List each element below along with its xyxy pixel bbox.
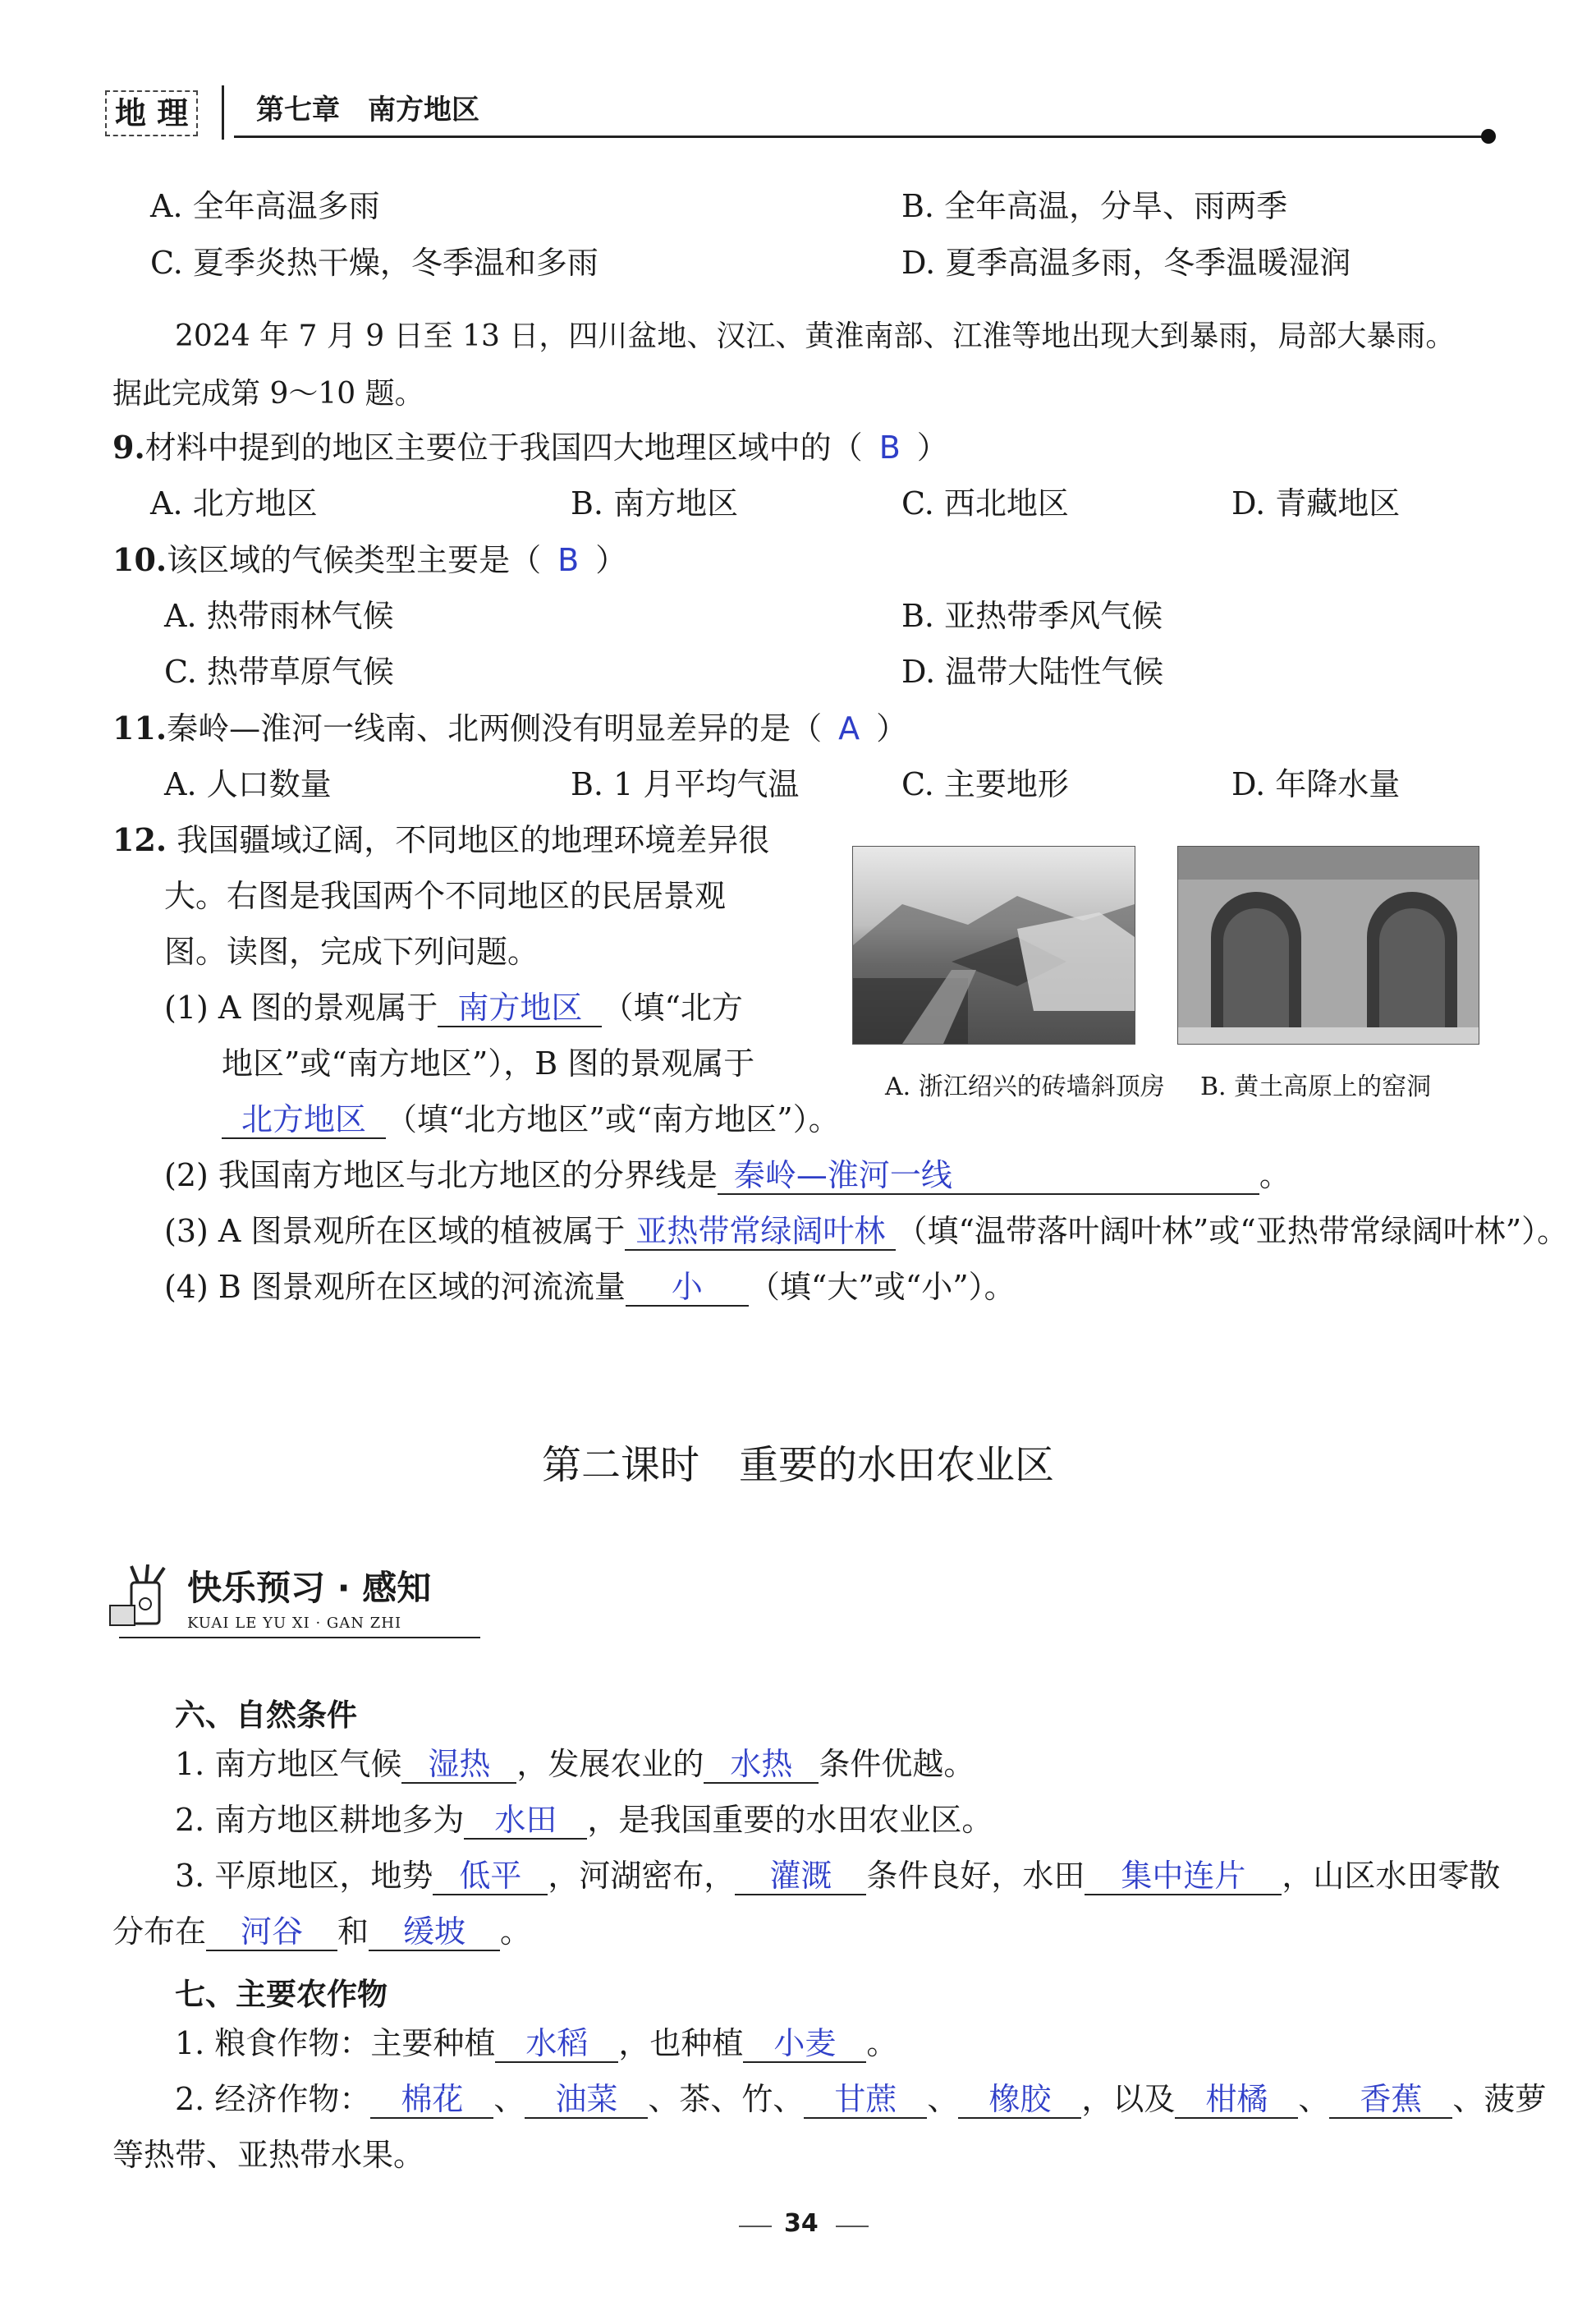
sec7-i2-answer-1: 棉花 — [370, 2081, 493, 2119]
q12-p1-post: （填“北方 — [602, 990, 743, 1026]
q12-p1-answer: 南方地区 — [438, 990, 602, 1027]
header-dot — [1481, 129, 1496, 144]
sec6-i3-mid-1: ，河湖密布， — [548, 1858, 736, 1894]
sec7-i2-answer-2: 油菜 — [525, 2081, 648, 2119]
sec6-item-3-line-2 — [112, 1911, 531, 1952]
photo-a-zhejiang-houses — [852, 846, 1135, 1045]
sec6-i3-l2-post: 。 — [500, 1913, 532, 1950]
q12-p2-answer: 秦岭—淮河一线 — [718, 1157, 1259, 1195]
sec7-i1-answer-1: 水稻 — [495, 2025, 618, 2063]
preview-pinyin: KUAI LE YU XI · GAN ZHI — [187, 1615, 402, 1632]
q9-stem-end: ） — [916, 430, 948, 466]
sec6-i1-post: 条件优越。 — [819, 1746, 975, 1782]
q12-p4-answer: 小 — [626, 1269, 749, 1307]
header-divider — [222, 85, 224, 140]
q12-p1-pre: (1) A 图的景观属于 — [164, 990, 438, 1026]
q10-option-b: B. 亚热带季风气候 — [901, 598, 1163, 634]
q12-stem-line-3: 图。读图，完成下列问题。 — [164, 934, 539, 970]
sec6-i3-post: ，山区水田零散 — [1282, 1858, 1501, 1894]
question-10 — [112, 540, 626, 581]
q11-option-b: B. 1 月平均气温 — [571, 766, 800, 802]
q12-part-2 — [164, 1155, 1291, 1196]
page-number-dash-right — [836, 2226, 869, 2227]
sec6-i3-l2-mid: 和 — [337, 1913, 369, 1950]
q9-answer: B — [878, 430, 901, 466]
photo-b-cave-dwelling — [1177, 846, 1479, 1045]
q12-part-4 — [164, 1266, 1016, 1307]
photo-a-sketch — [853, 847, 1135, 1044]
sec7-i2-answer-3: 甘蔗 — [804, 2081, 927, 2119]
preview-title: 快乐预习 · 感知 — [187, 1568, 432, 1608]
photo-a-caption: A. 浙江绍兴的砖墙斜顶房 — [885, 1073, 1165, 1101]
sec6-i3-mid-2: 条件良好，水田 — [866, 1858, 1085, 1894]
q9-option-d: D. 青藏地区 — [1231, 485, 1401, 521]
sec6-i1-answer-1: 湿热 — [401, 1746, 516, 1784]
q12-part-1-line-2: 地区”或“南方地区”），B 图的景观属于 — [222, 1045, 755, 1082]
sec6-item-1 — [175, 1743, 975, 1785]
photo-b-caption: B. 黄土高原上的窑洞 — [1200, 1073, 1432, 1101]
q11-stem: 秦岭—淮河一线南、北两侧没有明显差异的是（ — [167, 710, 823, 747]
q11-option-a: A. 人口数量 — [164, 766, 332, 802]
q12-p1-answer-2: 北方地区 — [222, 1101, 386, 1139]
sec7-item-2 — [175, 2079, 1546, 2120]
q12-p1-line3-post: （填“北方地区”或“南方地区”）。 — [386, 1101, 840, 1137]
q11-option-d: D. 年降水量 — [1231, 766, 1401, 802]
sec6-i3-answer-4: 河谷 — [206, 1913, 337, 1951]
q10-answer: B — [557, 542, 580, 578]
sec7-i2-answer-5: 柑橘 — [1175, 2081, 1298, 2119]
sec7-item-2-line-2: 等热带、亚热带水果。 — [112, 2137, 425, 2173]
q12-stem-line-2: 大。右图是我国两个不同地区的民居景观 — [164, 878, 727, 914]
sec7-i2-pre: 2. 经济作物： — [175, 2081, 371, 2117]
chapter-title: 第七章 南方地区 — [256, 94, 479, 126]
sec6-i1-mid: ，发展农业的 — [516, 1746, 704, 1782]
q10-option-c: C. 热带草原气候 — [164, 654, 394, 690]
sec6-i3-answer-3: 集中连片 — [1085, 1858, 1282, 1895]
q12-p3-answer: 亚热带常绿阔叶林 — [625, 1213, 896, 1251]
q8-option-c: C. 夏季炎热干燥，冬季温和多雨 — [150, 245, 598, 281]
sec7-i2-sep-3: 、 — [1298, 2081, 1330, 2117]
sec7-item-1 — [175, 2023, 897, 2064]
q8-option-a: A. 全年高温多雨 — [150, 188, 380, 224]
q12-p2-post: 。 — [1259, 1157, 1291, 1193]
sec6-item-2 — [175, 1799, 993, 1840]
q10-option-a: A. 热带雨林气候 — [164, 598, 394, 634]
sec7-i1-pre: 1. 粮食作物：主要种植 — [175, 2025, 496, 2061]
sec6-i2-pre: 2. 南方地区耕地多为 — [175, 1802, 465, 1838]
q12-part-3 — [164, 1211, 1568, 1252]
q10-stem: 该区域的气候类型主要是（ — [167, 542, 542, 578]
page-number: 34 — [784, 2209, 819, 2238]
sec7-i2-mid-2: ，以及 — [1081, 2081, 1176, 2117]
passage-line-1: 2024 年 7 月 9 日至 13 日，四川盆地、汉江、黄淮南部、江淮等地出现大到暴雨，局部大暴雨。 — [175, 319, 1456, 353]
pencil-cup-icon — [107, 1564, 181, 1630]
sec6-i3-answer-5: 缓坡 — [369, 1913, 500, 1951]
passage-line-2: 据此完成第 9～10 题。 — [112, 377, 424, 411]
sec6-i3-pre: 3. 平原地区，地势 — [175, 1858, 433, 1894]
header-rule — [234, 136, 1490, 138]
q9-stem: 材料中提到的地区主要位于我国四大地理区域中的（ — [144, 430, 863, 466]
q12-p3-pre: (3) A 图景观所在区域的植被属于 — [164, 1213, 626, 1249]
sec6-i1-answer-2: 水热 — [704, 1746, 819, 1784]
sec7-i1-answer-2: 小麦 — [743, 2025, 866, 2063]
q11-answer: A — [838, 710, 860, 747]
q12-part-1 — [164, 987, 743, 1028]
q11-stem-end: ） — [876, 710, 908, 747]
sec6-i3-answer-1: 低平 — [433, 1858, 548, 1895]
q9-option-c: C. 西北地区 — [901, 485, 1069, 521]
photo-b-sketch — [1178, 847, 1479, 1044]
sec6-i1-pre: 1. 南方地区气候 — [175, 1746, 402, 1782]
q12-number: 12. — [112, 821, 167, 858]
q10-stem-end: ） — [595, 542, 627, 578]
sec6-i3-answer-2: 灌溉 — [735, 1858, 866, 1895]
q12-stem-1: 我国疆域辽阔，不同地区的地理环境差异很 — [177, 822, 770, 858]
sec6-i2-answer: 水田 — [464, 1802, 587, 1840]
q9-number: 9. — [112, 429, 145, 466]
q11-option-c: C. 主要地形 — [901, 766, 1069, 802]
q11-number: 11. — [112, 710, 167, 747]
preview-underline — [119, 1637, 480, 1638]
q12-p3-post: （填“温带落叶阔叶林”或“亚热带常绿阔叶林”）。 — [896, 1213, 1569, 1249]
question-9 — [112, 427, 948, 468]
lesson-title: 第二课时 重要的水田农业区 — [541, 1442, 1054, 1488]
q12-stem-line-1 — [112, 820, 769, 861]
q10-option-d: D. 温带大陆性气候 — [901, 654, 1164, 690]
q8-option-b: B. 全年高温，分旱、雨两季 — [901, 188, 1288, 224]
sec7-i2-sep-1: 、 — [493, 2081, 525, 2117]
section-7-title: 七、主要农作物 — [175, 1977, 388, 2012]
q9-option-a: A. 北方地区 — [150, 485, 318, 521]
sec6-item-3 — [175, 1855, 1500, 1896]
q12-p2-pre: (2) 我国南方地区与北方地区的分界线是 — [164, 1157, 718, 1193]
sec7-i2-answer-6: 香蕉 — [1329, 2081, 1452, 2119]
q8-option-d: D. 夏季高温多雨，冬季温暖湿润 — [901, 245, 1351, 281]
sec7-i2-post: 、菠萝 — [1452, 2081, 1547, 2117]
sec6-i2-post: ，是我国重要的水田农业区。 — [587, 1802, 993, 1838]
q9-option-b: B. 南方地区 — [571, 485, 739, 521]
page-number-dash-left — [739, 2226, 772, 2227]
subject-label: 地 理 — [105, 90, 198, 136]
sec7-i1-mid: ，也种植 — [618, 2025, 744, 2061]
sec7-i1-post: 。 — [866, 2025, 898, 2061]
sec7-i2-mid: 、茶、竹、 — [648, 2081, 805, 2117]
q12-p4-post: （填“大”或“小”）。 — [748, 1269, 1016, 1305]
sec7-i2-answer-4: 橡胶 — [958, 2081, 1081, 2119]
question-11 — [112, 708, 907, 749]
sec7-i2-sep-2: 、 — [927, 2081, 959, 2117]
sec6-i3-l2-pre: 分布在 — [112, 1913, 207, 1950]
q12-part-1-line-3 — [222, 1099, 840, 1140]
q10-number: 10. — [112, 541, 167, 578]
q12-p4-pre: (4) B 图景观所在区域的河流流量 — [164, 1269, 626, 1305]
section-6-title: 六、自然条件 — [175, 1697, 357, 1733]
